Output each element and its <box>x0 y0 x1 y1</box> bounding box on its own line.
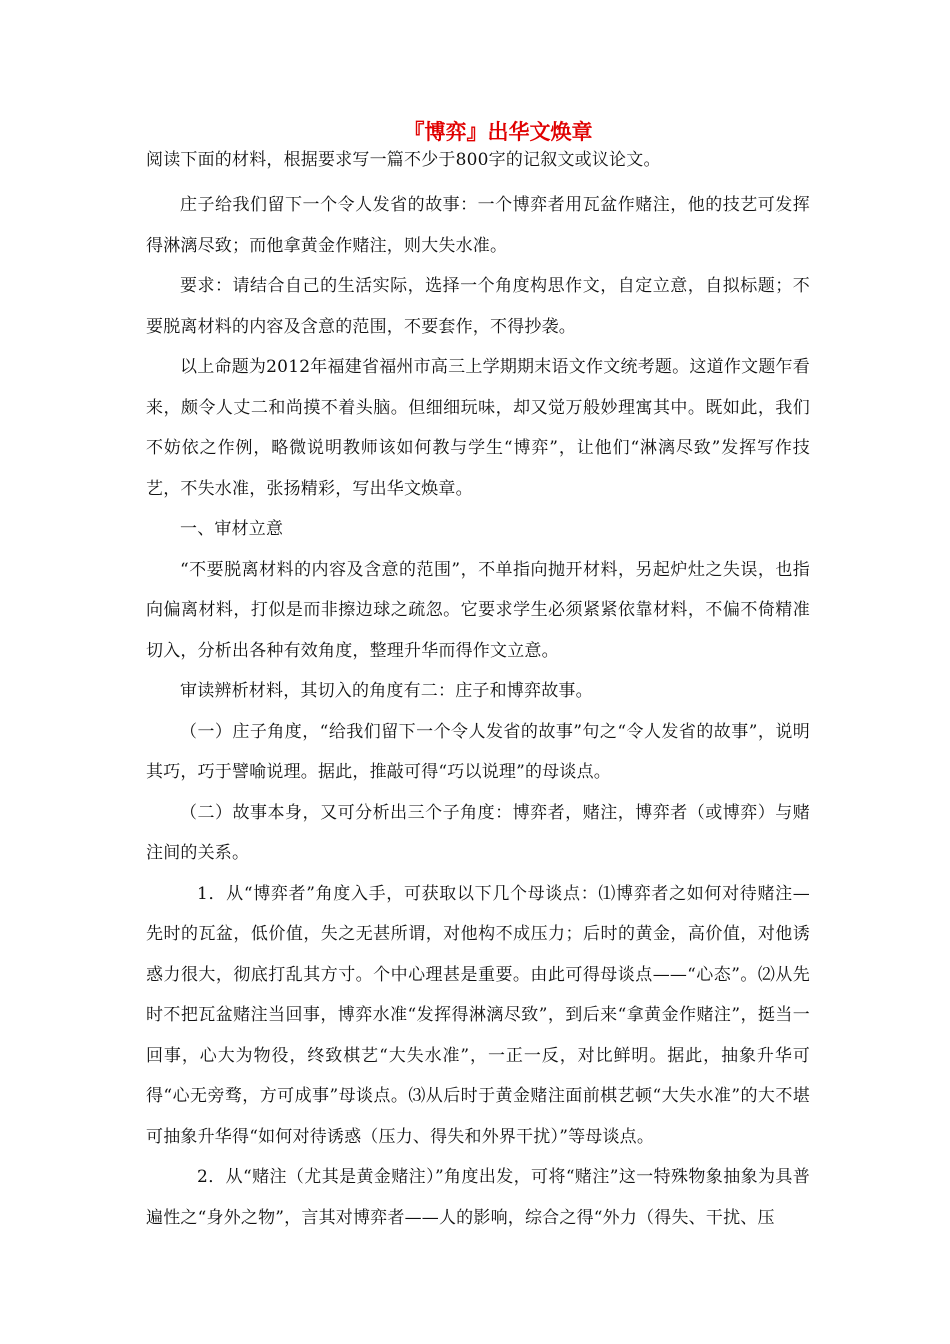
paragraph-prompt: 阅读下面的材料，根据要求写一篇不少于800字的记叙文或议论文。 <box>146 150 661 170</box>
paragraph-angles: 审读辨析材料，其切入的角度有二：庄子和博弈故事。 <box>180 681 593 701</box>
paragraph-point-2: 2．从“赌注（尤其是黄金赌注）”角度出发，可将“赌注”这一特殊物象抽象为具普遍性之“身外之物”，言其对博弈者——人的影响，综合之得“外力（得失、干扰、压 <box>146 1167 810 1228</box>
document-page <box>146 118 810 1238</box>
paragraph-requirements: 要求：请结合自己的生活实际，选择一个角度构思作文，自定立意，自拟标题；不要脱离材料的内容及含意的范围，不要套作，不得抄袭。 <box>146 276 810 337</box>
paragraph-intro: 以上命题为2012年福建省福州市高三上学期期末语文作文统考题。这道作文题乍看来，颇令人丈二和尚摸不着头脑。但细细玩味，却又觉万般妙理寓其中。既如此，我们不妨依之作例，略微说明教师该如何教与学生“博弈”，让他们“淋漓尽致”发挥写作技艺，不失水准，张扬精彩，写出华文焕章。 <box>146 357 810 499</box>
paragraph-angle-1: （一）庄子角度，“给我们留下一个令人发省的故事”句之“令人发省的故事”，说明其巧，巧于譬喻说理。据此，推敲可得“巧以说理”的母谈点。 <box>146 721 810 782</box>
paragraph-analysis: “不要脱离材料的内容及含意的范围”，不单指向抛开材料，另起炉灶之失误，也指向偏离材料，打似是而非擦边球之疏忽。它要求学生必须紧紧依靠材料，不偏不倚精准切入，分析出各种有效角度，整理升华而得作文立意。 <box>146 559 810 661</box>
paragraph-point-1: 1．从“博弈者”角度入手，可获取以下几个母谈点：⑴博弈者之如何对待赌注—先时的瓦盆，低价值，失之无甚所谓，对他构不成压力；后时的黄金，高价值，对他诱惑力很大，彻底打乱其方寸。个中心理甚是重要。由此可得母谈点——“心态”。⑵从先时不把瓦盆赌注当回事，博弈水准“发挥得淋漓尽致”，到后来“拿黄金作赌注”，挺当一回事，心大为物役，终致棋艺“大失水准”，一正一反，对比鲜明。据此，抽象升华可得“心无旁骛，方可成事”母谈点。⑶从后时于黄金赌注面前棋艺顿“大失水准”的大不堪可抽象升华得“如何对待诱惑（压力、得失和外界干扰）”等母谈点。 <box>146 883 810 1147</box>
document-title: 『博弈』出华文焕章 <box>403 119 593 144</box>
section-heading-1: 一、审材立意 <box>180 519 284 539</box>
paragraph-material: 庄子给我们留下一个令人发省的故事：一个博弈者用瓦盆作赌注，他的技艺可发挥得淋漓尽致；而他拿黄金作赌注，则大失水准。 <box>146 195 810 256</box>
paragraph-angle-2: （二）故事本身，又可分析出三个子角度：博弈者，赌注，博弈者（或博弈）与赌注间的关系。 <box>146 802 810 863</box>
